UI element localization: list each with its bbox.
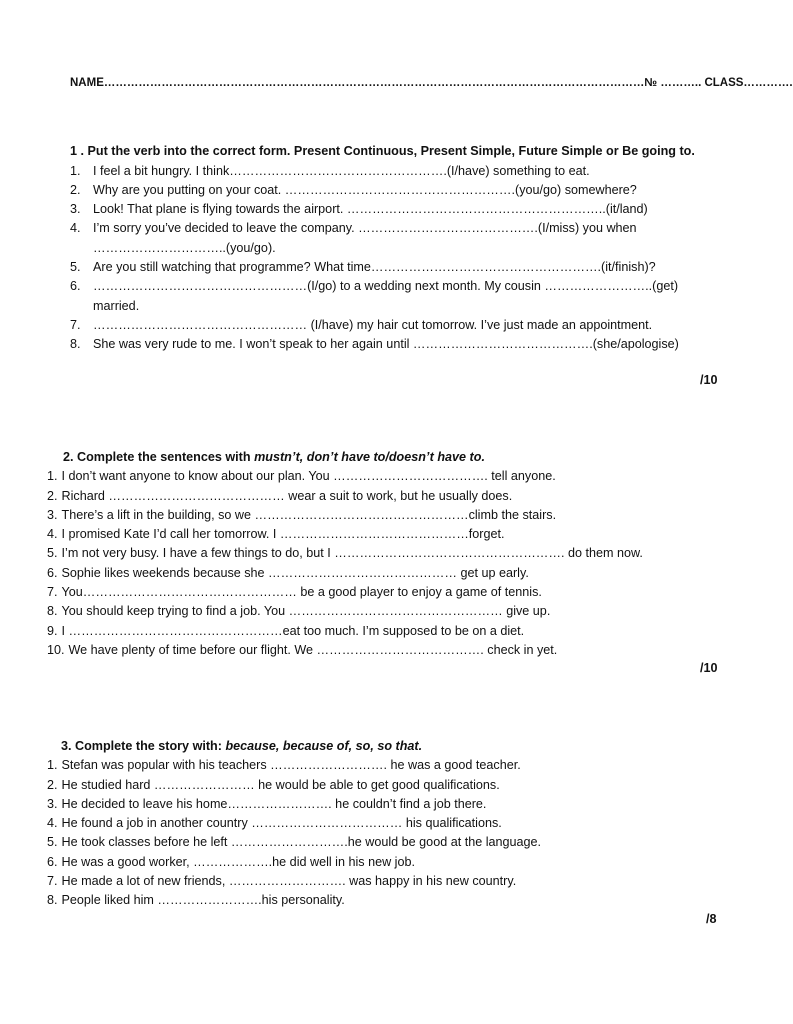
student-info-line: NAME……………………………………………………………………………………………………………………………№ ……….. CLASS…………. bbox=[70, 77, 793, 89]
list-item bbox=[47, 564, 727, 583]
item-number: 2. bbox=[47, 777, 58, 792]
item-text: She was very rude to me. I won’t speak to her again until …………………………………….(she/apologise) bbox=[93, 337, 679, 352]
item-text: We have plenty of time before our flight. We …………………………………. check in yet. bbox=[68, 642, 558, 657]
item-text: Richard …………………………………… wear a suit to work, but he usually does. bbox=[61, 488, 513, 503]
item-number: 6. bbox=[70, 279, 81, 294]
list-item bbox=[47, 506, 727, 525]
list-item bbox=[47, 853, 727, 872]
list-item bbox=[47, 583, 727, 602]
item-text: ……………………………………………(I/go) to a wedding next month. My cousin ……………………..(get) married. bbox=[93, 279, 679, 313]
item-number: 8. bbox=[70, 337, 81, 352]
item-number: 4. bbox=[47, 816, 58, 831]
item-number: 2. bbox=[47, 488, 58, 503]
item-text: Are you still watching that programme? What time……………………………………………….(it/finish)? bbox=[93, 259, 656, 274]
item-text: I promised Kate I’d call her tomorrow. I ………………………………………forget. bbox=[61, 527, 505, 542]
exercise-2-title bbox=[63, 448, 727, 467]
item-text: He was a good worker, ……………….he did well in his new job. bbox=[61, 854, 415, 869]
item-text: Look! That plane is flying towards the airport. ……………………………………………………..(it/land) bbox=[93, 202, 648, 217]
exercise-1 bbox=[70, 142, 720, 354]
list-item bbox=[47, 795, 727, 814]
exercise-3-title-prefix: 3. Complete the story with: bbox=[61, 739, 226, 753]
exercise-2-list bbox=[47, 467, 727, 660]
list-item bbox=[47, 525, 727, 544]
item-number: 4. bbox=[47, 527, 58, 542]
item-text: People liked him …………………….his personality. bbox=[61, 893, 345, 908]
list-item bbox=[47, 814, 727, 833]
item-text: I’m sorry you’ve decided to leave the company. …………………………………….(I/miss) you when …………………………..(you/go). bbox=[93, 221, 637, 255]
exercise-1-title: 1 . Put the verb into the correct form. Present Continuous, Present Simple, Future Simple or Be going to. bbox=[70, 144, 695, 158]
list-item bbox=[47, 872, 727, 891]
exercise-3-title bbox=[61, 737, 727, 756]
item-number: 8. bbox=[47, 893, 58, 908]
item-number: 5. bbox=[70, 259, 81, 274]
list-item bbox=[70, 335, 720, 354]
item-number: 10. bbox=[47, 642, 65, 657]
exercise-1-list bbox=[70, 162, 720, 355]
item-number: 4. bbox=[70, 221, 81, 236]
list-item bbox=[47, 544, 727, 563]
list-item bbox=[47, 891, 727, 910]
exercise-1-score: /10 bbox=[700, 373, 718, 387]
exercise-2-title-emphasis: mustn’t, don’t have to/doesn’t have to. bbox=[254, 450, 485, 464]
list-item bbox=[70, 200, 720, 219]
item-number: 6. bbox=[47, 854, 58, 869]
item-number: 7. bbox=[70, 317, 81, 332]
item-text: He decided to leave his home……………………. he couldn’t find a job there. bbox=[61, 796, 487, 811]
item-number: 3. bbox=[47, 507, 58, 522]
item-number: 1. bbox=[47, 469, 58, 484]
item-text: I feel a bit hungry. I think…………………………………………….(I/have) something to eat. bbox=[93, 163, 590, 178]
item-text: …………………………………………… (I/have) my hair cut tomorrow. I’ve just made an appointment. bbox=[93, 317, 653, 332]
item-text: I ……………………………………………eat too much. I’m supposed to be on a diet. bbox=[61, 623, 525, 638]
item-number: 2. bbox=[70, 182, 81, 197]
list-item bbox=[47, 776, 727, 795]
list-item bbox=[70, 181, 720, 200]
item-number: 3. bbox=[70, 202, 81, 217]
item-text: You should keep trying to find a job. You …………………………………………… give up. bbox=[61, 604, 551, 619]
list-item bbox=[47, 602, 727, 621]
item-text: I’m not very busy. I have a few things to do, but I ………………………………………………. do them now. bbox=[61, 546, 643, 561]
list-item bbox=[47, 833, 727, 852]
exercise-3-list bbox=[47, 756, 727, 910]
item-number: 8. bbox=[47, 604, 58, 619]
list-item bbox=[70, 277, 720, 316]
item-number: 5. bbox=[47, 546, 58, 561]
item-number: 1. bbox=[47, 758, 58, 773]
item-number: 3. bbox=[47, 796, 58, 811]
item-text: He took classes before he left ……………………….he would be good at the language. bbox=[61, 835, 542, 850]
exercise-2 bbox=[47, 448, 727, 660]
item-text: You…………………………………………… be a good player to enjoy a game of tennis. bbox=[61, 585, 542, 600]
item-number: 5. bbox=[47, 835, 58, 850]
item-text: He found a job in another country ……………………………… his qualifications. bbox=[61, 816, 502, 831]
list-item bbox=[70, 162, 720, 181]
list-item bbox=[47, 641, 727, 660]
item-number: 9. bbox=[47, 623, 58, 638]
item-text: I don’t want anyone to know about our plan. You ………………………………. tell anyone. bbox=[61, 469, 556, 484]
item-text: He studied hard …………………… he would be able to get good qualifications. bbox=[61, 777, 500, 792]
exercise-3-title-emphasis: because, because of, so, so that. bbox=[225, 739, 423, 753]
item-text: He made a lot of new friends, ………………………. was happy in his new country. bbox=[61, 874, 517, 889]
item-text: Stefan was popular with his teachers ………………………. he was a good teacher. bbox=[61, 758, 521, 773]
exercise-3 bbox=[47, 737, 727, 911]
list-item bbox=[47, 467, 727, 486]
item-number: 1. bbox=[70, 163, 81, 178]
item-text: There’s a lift in the building, so we ……………………………………………climb the stairs. bbox=[61, 507, 557, 522]
list-item bbox=[47, 487, 727, 506]
item-number: 6. bbox=[47, 565, 58, 580]
item-text: Why are you putting on your coat. ……………………………………………….(you/go) somewhere? bbox=[93, 182, 637, 197]
item-text: Sophie likes weekends because she ……………………………………… get up early. bbox=[61, 565, 529, 580]
list-item bbox=[47, 622, 727, 641]
list-item bbox=[70, 258, 720, 277]
exercise-3-score: /8 bbox=[706, 912, 717, 926]
exercise-2-title-prefix: 2. Complete the sentences with bbox=[63, 450, 255, 464]
item-number: 7. bbox=[47, 585, 58, 600]
list-item bbox=[47, 756, 727, 775]
item-number: 7. bbox=[47, 874, 58, 889]
exercise-2-score: /10 bbox=[700, 661, 718, 675]
list-item bbox=[70, 316, 720, 335]
list-item bbox=[70, 219, 720, 258]
